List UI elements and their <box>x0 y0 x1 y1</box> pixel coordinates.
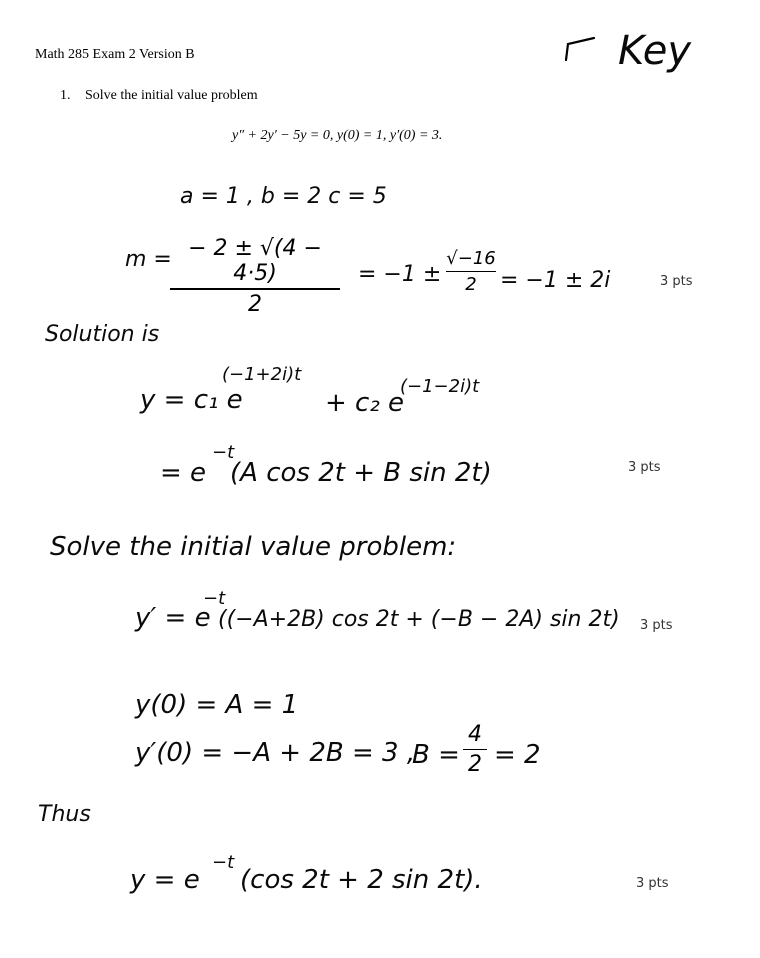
exam-title: Math 285 Exam 2 Version B <box>35 47 195 62</box>
problem-number: 1. <box>60 88 71 103</box>
final-exp: −t <box>212 852 235 873</box>
b-fraction <box>463 722 487 777</box>
yprime-lhs: y′ = e <box>135 603 211 633</box>
problem-prompt: Solve the initial value problem <box>85 88 258 103</box>
yprime-at-zero: y′(0) = −A + 2B = 3 , <box>135 738 416 768</box>
solution-is: Solution is <box>45 322 160 347</box>
thus-label: Thus <box>38 802 91 827</box>
sqrt-fraction <box>446 248 496 295</box>
y-at-zero: y(0) = A = 1 <box>135 690 299 720</box>
problem-equation: y″ + 2y′ − 5y = 0, y(0) = 1, y′(0) = 3. <box>232 128 443 143</box>
m-equals: = −1 ± <box>358 262 442 287</box>
yprime-exp: −t <box>203 588 226 609</box>
b-denominator: 2 <box>468 752 482 777</box>
key-mark <box>560 20 750 110</box>
coefficients: a = 1 , b = 2 c = 5 <box>180 184 387 209</box>
sqrt-denominator: 2 <box>465 274 477 295</box>
key-label: Key <box>618 28 692 74</box>
y-general-exp2: (−1−2i)t <box>400 376 480 397</box>
points-3: 3 pts <box>640 618 673 633</box>
y-real-exp: −t <box>212 442 235 463</box>
m-fraction <box>170 236 340 317</box>
y-general-mid: + c₂ e <box>325 388 405 418</box>
roots: = −1 ± 2i <box>500 268 611 293</box>
m-label: m = <box>125 247 172 272</box>
m-denominator: 2 <box>248 292 262 317</box>
b-value: = 2 <box>494 740 541 770</box>
m-numerator: − 2 ± √(4 − 4·5) <box>188 236 322 286</box>
b-label: B = <box>412 740 460 770</box>
b-numerator: 4 <box>468 722 482 747</box>
yprime-rhs: ((−A+2B) cos 2t + (−B − 2A) sin 2t) <box>218 607 620 632</box>
y-real-eq: = e <box>160 458 207 488</box>
points-2: 3 pts <box>628 460 661 475</box>
y-general-lhs: y = c₁ e <box>140 385 243 415</box>
points-4: 3 pts <box>636 876 669 891</box>
points-1: 3 pts <box>660 274 693 289</box>
y-real-rhs: (A cos 2t + B sin 2t) <box>230 458 492 488</box>
sqrt-numerator: √−16 <box>446 248 496 269</box>
solve-ivp-heading: Solve the initial value problem: <box>50 532 457 562</box>
final-rhs: (cos 2t + 2 sin 2t). <box>240 865 483 895</box>
final-lhs: y = e <box>130 865 200 895</box>
y-general-exp1: (−1+2i)t <box>222 364 302 385</box>
